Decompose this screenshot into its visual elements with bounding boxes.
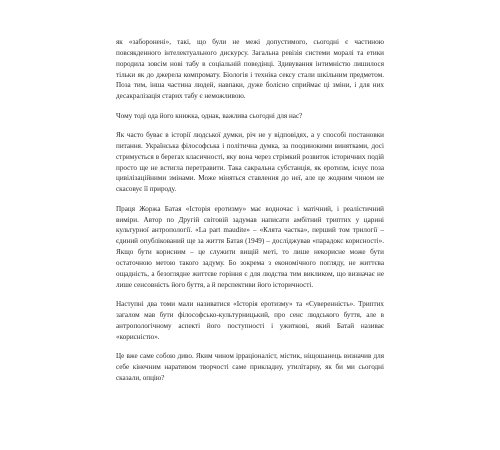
paragraph-human-thought: Як часто буває в історії людської думки, річ не у відповідях, а у способі постановки питання. Українська філософська і політична думка, за поодинокими винятками, досі стримується в берегах класичності, яку вона через стрімкий розвиток історичних подій просто ще не встигла перетравити. Така сакральна субстанція, як еротизм, існує поза цивілізаційними змінами. Може міняться ставлення до неї, але це жодним чином не скасовує її природу. (116, 131, 384, 194)
paragraph-taboo-revision: як «заборонені», такі, що були не межі допустимого, сьогодні є частиною повсякденного інтелектуального дискурсу. Загальна ревізія системи моралі та етики породила зовсім нові табу в соціальній поведінці. Здивування інтимністю лишилося тільки як до джерела компромату. Біологія і техніка сексу стали шкільним предметом. Поза тим, інша частина людей, навпаки, дуже болісно сприймає ці зміни, і для них десакралізація старих табу є неможливою. (116, 38, 384, 101)
paragraph-next-volumes: Наступні два томи мали називатися «Історія еротизму» та «Суверенність». Триптих загалом мав бути філософсько-культурницький, про сенс людського буття, але в антропологічному аспекті його поступності і ужиткові, який Батай називає «корисністю». (116, 300, 384, 341)
paragraph-bataille-work: Праця Жоржа Батая «Історія еротизму» має водночас і матічний, і реалістичний виміри. Автор по Другій світовій задумав написати амбітний триптих у царині культурної антропології. «La part maudite» – «Клята частка», перший том трилогії – єдиний опублікований ще за життя Батая (1949) – досліджував «парадокс корисності». Якщо бути корисним – це служити вищій меті, то лише некорисне може бути остаточною метою такого задуму. Бо зокрема з економічного погляду, не життєва ощадність, а безоглядне життєве горіння є для людства тим викликом, що визначає не лише сенсовність його буття, а й перспективи його історичності. (116, 204, 384, 289)
paragraph-question: Чому тоді ода його книжка, однак, важлива сьогодні для нас? (116, 111, 303, 120)
paragraph-wonder: Це вже саме собою диво. Яким чином ірраціоналіст, містик, ніщошанець визначив для себе кінечним наративом творчості саме прикладну, утилітарну, як би ми сьогодні сказали, опцію? (116, 352, 384, 382)
